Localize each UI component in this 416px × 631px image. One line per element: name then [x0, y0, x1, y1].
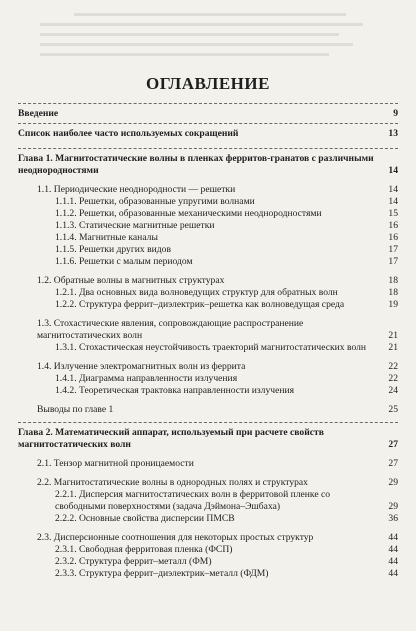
entry-page: 44 — [388, 556, 398, 567]
entry-label: 2.1. Тензор магнитной проницаемости — [37, 458, 194, 469]
entry-label: 1.4. Излучение электромагнитных волн из феррита — [37, 361, 246, 372]
divider — [18, 103, 398, 104]
entry-label: 2.3.3. Структура феррит–диэлектрик–металл (ФДМ) — [55, 568, 269, 579]
table-of-contents — [18, 103, 398, 580]
entry-label: 2.2.2. Основные свойства дисперсии ПМСВ — [55, 513, 235, 524]
entry-label: 1.2. Обратные волны в магнитных структурах — [37, 275, 225, 286]
toc-entry-2-2-1 — [18, 489, 398, 513]
toc-entry-1-1-5 — [18, 244, 398, 256]
entry-label: 2.3. Дисперсионные соотношения для некоторых простых структур — [37, 532, 314, 543]
entry-label: Список наиболее часто используемых сокращений — [18, 128, 239, 139]
entry-page: 25 — [388, 404, 398, 415]
toc-entry-1-1-3 — [18, 220, 398, 232]
divider — [18, 123, 398, 124]
entry-label: 1.4.1. Диаграмма направленности излучения — [55, 373, 238, 384]
entry-page: 14 — [388, 184, 398, 195]
entry-page: 14 — [388, 196, 398, 207]
toc-entry-abbreviations — [18, 128, 398, 140]
entry-label: Глава 1. Магнитостатические волны в пленках ферритов-гранатов с различными неоднородностями — [18, 153, 374, 176]
toc-entry-2-2 — [18, 477, 398, 489]
toc-entry-1-2 — [18, 275, 398, 287]
toc-entry-chapter-1 — [18, 153, 398, 177]
toc-entry-1-1-6 — [18, 256, 398, 268]
entry-page: 18 — [388, 287, 398, 298]
entry-page: 16 — [388, 220, 398, 231]
toc-entry-2-3-1 — [18, 544, 398, 556]
entry-page: 17 — [388, 256, 398, 267]
entry-page: 44 — [388, 532, 398, 543]
entry-label: 2.2.1. Дисперсия магнитостатических волн в ферритовой пленке со свободными поверхностями (задача Дэймона–Эшбаха) — [55, 489, 331, 512]
entry-page: 16 — [388, 232, 398, 243]
entry-label: Глава 2. Математический аппарат, используемый при расчете свойств магнитостатических волн — [18, 427, 324, 450]
entry-page: 21 — [388, 330, 398, 341]
entry-page: 18 — [388, 275, 398, 286]
toc-entry-1-3-1 — [18, 342, 398, 354]
entry-page: 22 — [388, 361, 398, 372]
toc-entry-1-1 — [18, 184, 398, 196]
entry-page: 17 — [388, 244, 398, 255]
entry-label: 1.1.5. Решетки других видов — [55, 244, 171, 255]
entry-page: 44 — [388, 568, 398, 579]
entry-label: 1.1.6. Решетки с малым периодом — [55, 256, 193, 267]
entry-page: 36 — [388, 513, 398, 524]
entry-label: 1.3. Стохастические явления, сопровождающие распространение магнитостатических волн — [37, 318, 304, 341]
entry-page: 44 — [388, 544, 398, 555]
toc-entry-1-1-2 — [18, 208, 398, 220]
entry-label: 1.1. Периодические неоднородности — решетки — [37, 184, 236, 195]
entry-label: 2.3.2. Структура феррит–металл (ФМ) — [55, 556, 212, 567]
entry-page: 21 — [388, 342, 398, 353]
entry-page: 27 — [388, 458, 398, 469]
toc-entry-1-4-2 — [18, 385, 398, 397]
entry-label: 2.3.1. Свободная ферритовая пленка (ФСП) — [55, 544, 233, 555]
bleed-through-decoration — [40, 6, 380, 66]
toc-entry-2-1 — [18, 458, 398, 470]
entry-label: 1.2.2. Структура феррит–диэлектрик–решетка как волноведущая среда — [55, 299, 345, 310]
divider — [18, 148, 398, 149]
entry-page: 29 — [388, 477, 398, 488]
toc-entry-2-3-2 — [18, 556, 398, 568]
entry-page: 15 — [388, 208, 398, 219]
entry-label: Выводы по главе 1 — [37, 404, 114, 415]
entry-page: 14 — [388, 165, 398, 176]
entry-page: 22 — [388, 373, 398, 384]
entry-page: 19 — [388, 299, 398, 310]
entry-page: 9 — [393, 108, 398, 119]
entry-label: 1.2.1. Два основных вида волноведущих структур для обратных волн — [55, 287, 338, 298]
page-title: ОГЛАВЛЕНИЕ — [146, 74, 270, 93]
divider — [18, 422, 398, 423]
toc-entry-1-2-1 — [18, 287, 398, 299]
toc-entry-1-2-2 — [18, 299, 398, 311]
entry-label: 1.1.1. Решетки, образованные упругими волнами — [55, 196, 255, 207]
toc-entry-2-3 — [18, 532, 398, 544]
toc-entry-2-2-2 — [18, 513, 398, 525]
entry-page: 24 — [388, 385, 398, 396]
toc-entry-2-3-3 — [18, 568, 398, 580]
toc-entry-1-1-1 — [18, 196, 398, 208]
entry-label: 1.1.2. Решетки, образованные механическими неоднородностями — [55, 208, 322, 219]
entry-page: 27 — [388, 439, 398, 450]
entry-label: 2.2. Магнитостатические волны в однородных полях и структурах — [37, 477, 308, 488]
entry-page: 13 — [388, 128, 398, 139]
entry-label: 1.3.1. Стохастическая неустойчивость траекторий магнитостатических волн — [55, 342, 367, 353]
toc-entry-chapter-2 — [18, 427, 398, 451]
toc-entry-1-4 — [18, 361, 398, 373]
toc-entry-introduction — [18, 108, 398, 120]
entry-label: Введение — [18, 108, 59, 119]
toc-entry-1-1-4 — [18, 232, 398, 244]
entry-label: 1.1.3. Статические магнитные решетки — [55, 220, 215, 231]
entry-label: 1.4.2. Теоретическая трактовка направленности излучения — [55, 385, 295, 396]
toc-entry-1-4-1 — [18, 373, 398, 385]
entry-label: 1.1.4. Магнитные каналы — [55, 232, 158, 243]
toc-entry-chapter-1-conclusions — [18, 404, 398, 416]
toc-entry-1-3 — [18, 318, 398, 342]
entry-page: 29 — [388, 501, 398, 512]
